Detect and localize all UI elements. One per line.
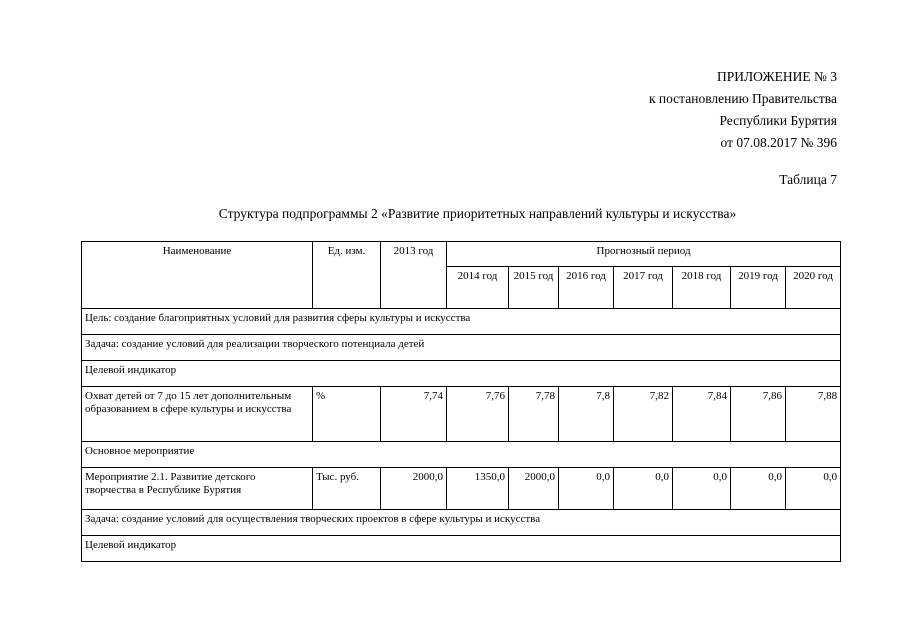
coverage-value: 7,82 bbox=[614, 387, 673, 442]
appendix-number: ПРИЛОЖЕНИЕ № 3 bbox=[716, 69, 837, 84]
coverage-value: 7,76 bbox=[447, 387, 509, 442]
row-indicator: Целевой индикатор bbox=[82, 536, 841, 562]
event-value: 0,0 bbox=[614, 468, 673, 510]
event-value: 0,0 bbox=[559, 468, 614, 510]
header-year: 2016 год bbox=[559, 267, 614, 309]
row-task: Задача: создание условий для осуществления творческих проектов в сфере культуры и искусства bbox=[82, 510, 841, 536]
event-unit: Тыс. руб. bbox=[313, 468, 381, 510]
appendix-date-line: от 07.08.2017 № 396 bbox=[720, 135, 837, 150]
event-name: Мероприятие 2.1. Развитие детского творчества в Республике Бурятия bbox=[82, 468, 313, 510]
document-title: Структура подпрограммы 2 «Развитие приоритетных направлений культуры и искусства» bbox=[218, 206, 737, 221]
table-row bbox=[82, 468, 841, 510]
event-value: 1350,0 bbox=[447, 468, 509, 510]
event-value: 0,0 bbox=[731, 468, 786, 510]
table-row bbox=[82, 387, 841, 442]
header-unit: Ед. изм. bbox=[313, 242, 381, 309]
header-year: 2019 год bbox=[731, 267, 786, 309]
row-task: Задача: создание условий для реализации творческого потенциала детей bbox=[82, 335, 841, 361]
row-main-event: Основное мероприятие bbox=[82, 442, 841, 468]
coverage-value: 7,88 bbox=[786, 387, 841, 442]
coverage-value: 7,84 bbox=[673, 387, 731, 442]
appendix-republic-line: Республики Бурятия bbox=[719, 113, 837, 128]
header-forecast: Прогнозный период bbox=[447, 242, 841, 267]
header-year: 2014 год bbox=[447, 267, 509, 309]
coverage-value: 7,74 bbox=[381, 387, 447, 442]
coverage-value: 7,78 bbox=[509, 387, 559, 442]
header-name: Наименование bbox=[82, 242, 313, 309]
appendix-header bbox=[649, 66, 837, 154]
header-year: 2015 год bbox=[509, 267, 559, 309]
event-value: 0,0 bbox=[786, 468, 841, 510]
header-2013: 2013 год bbox=[381, 242, 447, 309]
header-year: 2018 год bbox=[673, 267, 731, 309]
row-indicator: Целевой индикатор bbox=[82, 361, 841, 387]
coverage-value: 7,86 bbox=[731, 387, 786, 442]
header-year: 2020 год bbox=[786, 267, 841, 309]
appendix-decree-line: к постановлению Правительства bbox=[648, 91, 837, 106]
row-goal: Цель: создание благоприятных условий для развития сферы культуры и искусства bbox=[82, 309, 841, 335]
table-number: Таблица 7 bbox=[779, 172, 837, 187]
event-value: 2000,0 bbox=[509, 468, 559, 510]
coverage-value: 7,8 bbox=[559, 387, 614, 442]
subprogram-table bbox=[81, 241, 841, 562]
event-value: 2000,0 bbox=[381, 468, 447, 510]
coverage-unit: % bbox=[313, 387, 381, 442]
header-year: 2017 год bbox=[614, 267, 673, 309]
coverage-name: Охват детей от 7 до 15 лет дополнительным образованием в сфере культуры и искусства bbox=[82, 387, 313, 442]
event-value: 0,0 bbox=[673, 468, 731, 510]
